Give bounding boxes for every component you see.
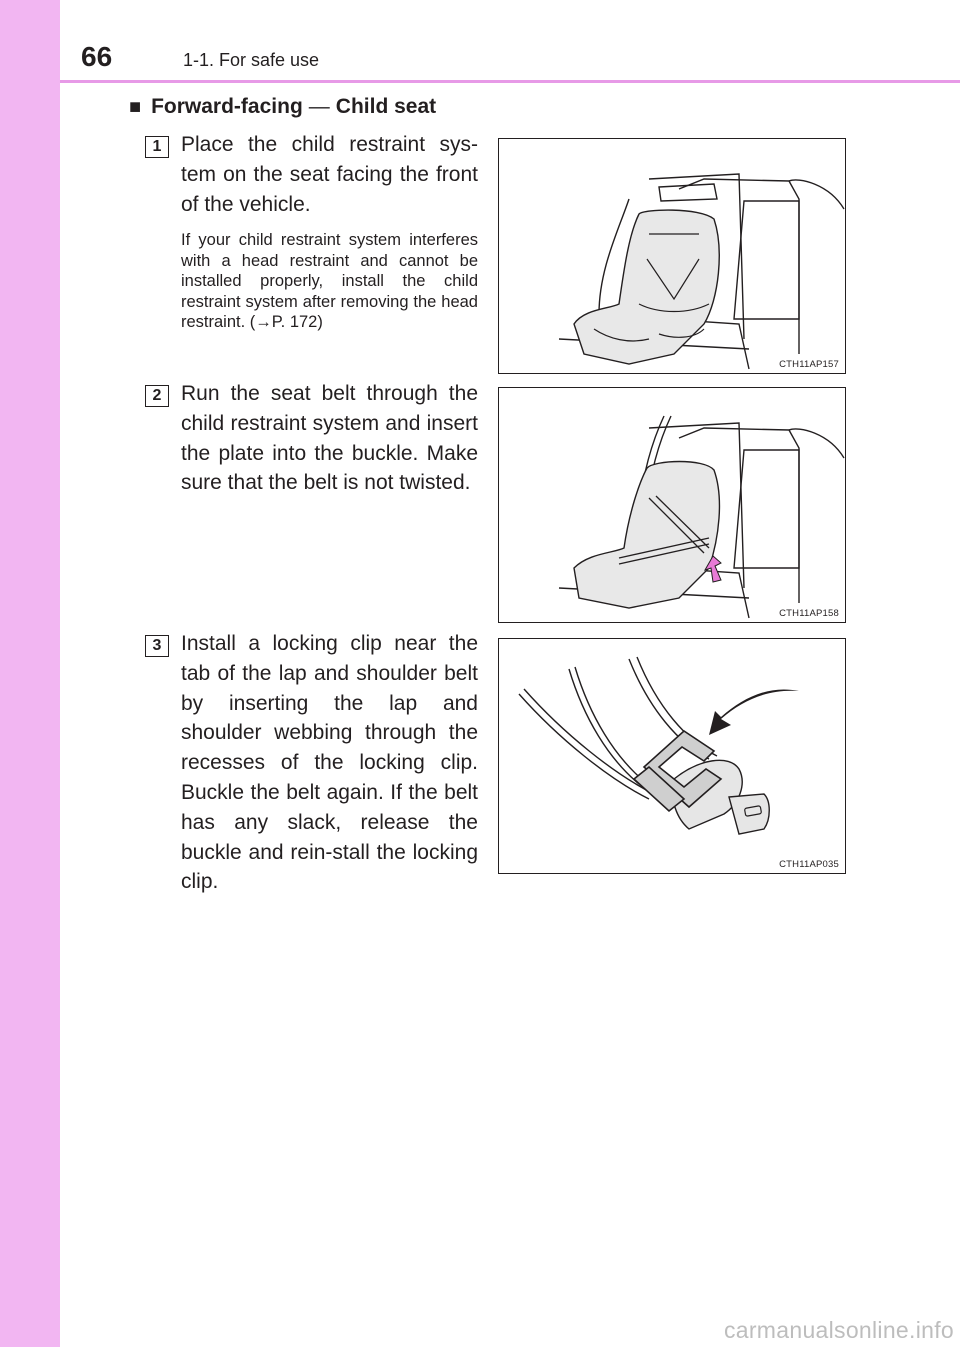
locking-clip-illustration (499, 639, 846, 874)
header-rule (60, 80, 960, 83)
figure-code-3: CTH11AP035 (779, 859, 839, 870)
step-3-text: Install a locking clip near the tab of the lap and shoulder belt by inserting the lap and shoulder webbing through the recesses of the locking clip. Buckle the belt again. If the belt has any slack, release the buckle and rein-stall the locking clip. (181, 632, 478, 894)
figure-code-2: CTH11AP158 (779, 608, 839, 619)
step-1-text: Place the child restraint sys-tem on the seat facing the front of the vehicle. (181, 133, 478, 216)
page-number: 66 (81, 41, 113, 72)
step-number-3: 3 (145, 635, 169, 657)
section-heading (129, 93, 436, 121)
belt-routing-illustration (499, 388, 846, 623)
figure-belt-routing (498, 387, 846, 623)
figure-locking-clip (498, 638, 846, 874)
step-1-note: If your child restraint system interferes with a head restraint and cannot be installed properly, install the child restraint system after removing the head restraint. (→P. 172) (181, 231, 478, 331)
step-number-1: 1 (145, 136, 169, 158)
heading-part-2: Child seat (335, 95, 437, 118)
figure-child-seat-placed (498, 138, 846, 374)
square-bullet-icon: ■ (129, 96, 142, 118)
heading-part-1: Forward-facing (151, 95, 303, 118)
section-label: 1-1. For safe use (183, 50, 320, 70)
child-seat-illustration (499, 139, 846, 374)
step-2-text: Run the seat belt through the child restraint system and insert the plate into the buckle. Make sure that the belt is not twisted. (181, 382, 478, 495)
step-number-2: 2 (145, 385, 169, 407)
side-tab-strip (0, 0, 60, 1347)
watermark: carmanualsonline.info (723, 1317, 954, 1343)
heading-dash: — (308, 95, 330, 118)
figure-code-1: CTH11AP157 (779, 359, 839, 370)
